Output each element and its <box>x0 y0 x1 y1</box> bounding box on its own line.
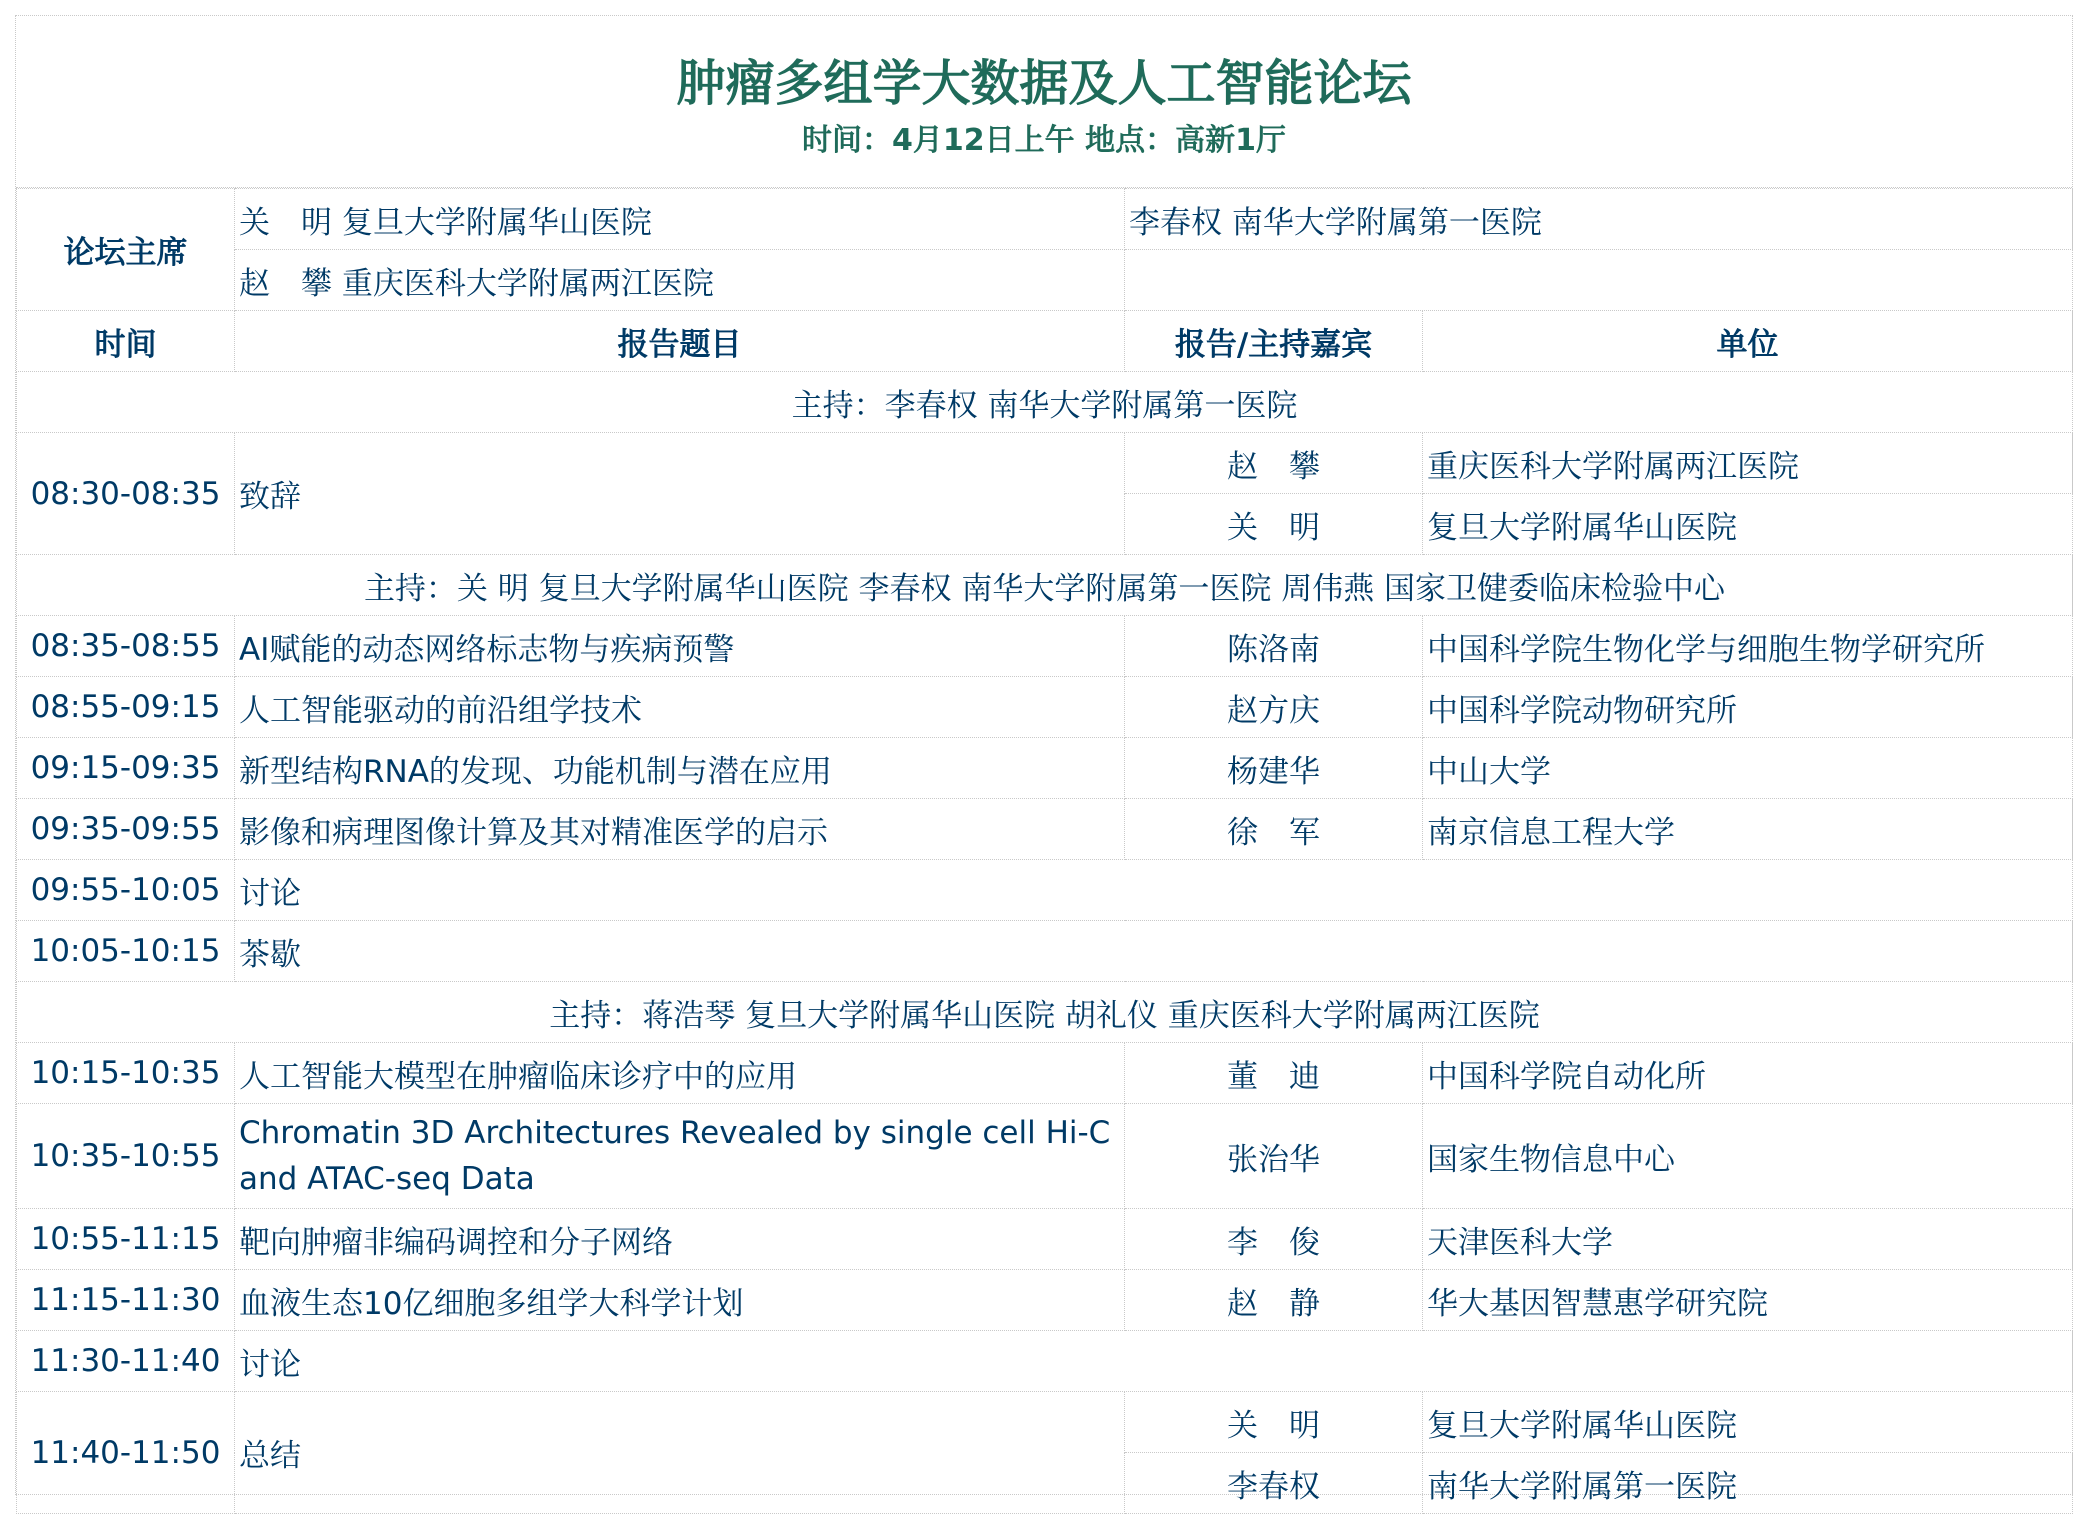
speaker-cell: 陈洛南 <box>1125 616 1423 677</box>
time-cell: 09:15-09:35 <box>17 738 235 799</box>
org-cell: 南京信息工程大学 <box>1423 799 2073 860</box>
topic-cell: 总结 <box>235 1392 1125 1514</box>
time-cell: 10:05-10:15 <box>17 921 235 982</box>
title-block <box>16 16 2072 188</box>
header-row <box>17 311 2073 372</box>
table-row <box>17 1331 2073 1392</box>
table-row <box>17 1392 2073 1453</box>
table-row <box>17 921 2073 982</box>
table-row <box>17 616 2073 677</box>
topic-cell: 致辞 <box>235 433 1125 555</box>
chair-name: 李春权 <box>1129 204 1222 241</box>
time-cell: 08:35-08:55 <box>17 616 235 677</box>
topic-cell: 讨论 <box>235 860 2073 921</box>
org-cell: 国家生物信息中心 <box>1423 1104 2073 1209</box>
speaker-cell: 董 迪 <box>1125 1043 1423 1104</box>
table-row <box>17 799 2073 860</box>
page-title: 肿瘤多组学大数据及人工智能论坛 <box>676 55 1412 112</box>
time-cell: 10:35-10:55 <box>17 1104 235 1209</box>
org-cell: 天津医科大学 <box>1423 1209 2073 1270</box>
agenda-sheet <box>15 15 2073 1505</box>
topic-cell: 人工智能驱动的前沿组学技术 <box>235 677 1125 738</box>
empty-cell <box>1125 250 2073 311</box>
chair-row <box>17 250 2073 311</box>
chair-org: 复旦大学附属华山医院 <box>341 204 652 241</box>
time-cell: 11:15-11:30 <box>17 1270 235 1331</box>
table-row <box>17 1104 2073 1209</box>
org-cell: 重庆医科大学附属两江医院 <box>1423 433 2073 494</box>
speaker-cell: 杨建华 <box>1125 738 1423 799</box>
column-header-speaker: 报告/主持嘉宾 <box>1125 311 1423 372</box>
speaker-cell: 李 俊 <box>1125 1209 1423 1270</box>
agenda-table <box>16 188 2073 1514</box>
time-cell: 09:55-10:05 <box>17 860 235 921</box>
topic-cell: 血液生态10亿细胞多组学大科学计划 <box>235 1270 1125 1331</box>
topic-cell: 靶向肿瘤非编码调控和分子网络 <box>235 1209 1125 1270</box>
org-cell: 南华大学附属第一医院 <box>1423 1453 2073 1514</box>
speaker-cell: 关 明 <box>1125 494 1423 555</box>
session-host-row <box>17 555 2073 616</box>
session-host: 主持：关 明 复旦大学附属华山医院 李春权 南华大学附属第一医院 周伟燕 国家卫健委临床检验中心 <box>17 555 2073 616</box>
topic-cell: 讨论 <box>235 1331 2073 1392</box>
speaker-cell: 赵方庆 <box>1125 677 1423 738</box>
speaker-cell: 赵 静 <box>1125 1270 1423 1331</box>
time-cell: 10:55-11:15 <box>17 1209 235 1270</box>
org-cell: 中山大学 <box>1423 738 2073 799</box>
chairs-label: 论坛主席 <box>17 189 235 311</box>
column-header-time: 时间 <box>17 311 235 372</box>
speaker-cell: 徐 军 <box>1125 799 1423 860</box>
session-host: 主持：李春权 南华大学附属第一医院 <box>17 372 2073 433</box>
chair-cell <box>235 250 1125 311</box>
session-host-row <box>17 372 2073 433</box>
time-cell: 08:55-09:15 <box>17 677 235 738</box>
time-cell: 08:30-08:35 <box>17 433 235 555</box>
topic-cell: 影像和病理图像计算及其对精准医学的启示 <box>235 799 1125 860</box>
session-host-row <box>17 982 2073 1043</box>
column-header-org: 单位 <box>1423 311 2073 372</box>
session-host: 主持：蒋浩琴 复旦大学附属华山医院 胡礼仪 重庆医科大学附属两江医院 <box>17 982 2073 1043</box>
topic-cell: AI赋能的动态网络标志物与疾病预警 <box>235 616 1125 677</box>
chair-row <box>17 189 2073 250</box>
org-cell: 中国科学院自动化所 <box>1423 1043 2073 1104</box>
time-cell: 09:35-09:55 <box>17 799 235 860</box>
org-cell: 复旦大学附属华山医院 <box>1423 494 2073 555</box>
table-row <box>17 1043 2073 1104</box>
table-row <box>17 738 2073 799</box>
speaker-cell: 张治华 <box>1125 1104 1423 1209</box>
speaker-cell: 李春权 <box>1125 1453 1423 1514</box>
chair-name: 关 明 <box>239 204 332 241</box>
table-row <box>17 433 2073 494</box>
time-cell: 10:15-10:35 <box>17 1043 235 1104</box>
time-cell: 11:30-11:40 <box>17 1331 235 1392</box>
table-row <box>17 1270 2073 1331</box>
org-cell: 中国科学院生物化学与细胞生物学研究所 <box>1423 616 2073 677</box>
table-row <box>17 860 2073 921</box>
org-cell: 中国科学院动物研究所 <box>1423 677 2073 738</box>
topic-cell: 茶歇 <box>235 921 2073 982</box>
chair-org: 南华大学附属第一医院 <box>1231 204 1542 241</box>
chair-name: 赵 攀 <box>239 265 332 302</box>
topic-cell: 人工智能大模型在肿瘤临床诊疗中的应用 <box>235 1043 1125 1104</box>
time-location: 时间：4月12日上午 地点：高新1厅 <box>802 123 1286 158</box>
time-cell: 11:40-11:50 <box>17 1392 235 1514</box>
org-cell: 复旦大学附属华山医院 <box>1423 1392 2073 1453</box>
column-header-topic: 报告题目 <box>235 311 1125 372</box>
org-cell: 华大基因智慧惠学研究院 <box>1423 1270 2073 1331</box>
table-row <box>17 1209 2073 1270</box>
chair-cell <box>1125 189 2073 250</box>
speaker-cell: 关 明 <box>1125 1392 1423 1453</box>
topic-cell: 新型结构RNA的发现、功能机制与潜在应用 <box>235 738 1125 799</box>
chair-cell <box>235 189 1125 250</box>
chair-org: 重庆医科大学附属两江医院 <box>341 265 714 302</box>
table-row <box>17 677 2073 738</box>
speaker-cell: 赵 攀 <box>1125 433 1423 494</box>
topic-cell: Chromatin 3D Architectures Revealed by single cell Hi-C and ATAC-seq Data <box>235 1104 1125 1209</box>
